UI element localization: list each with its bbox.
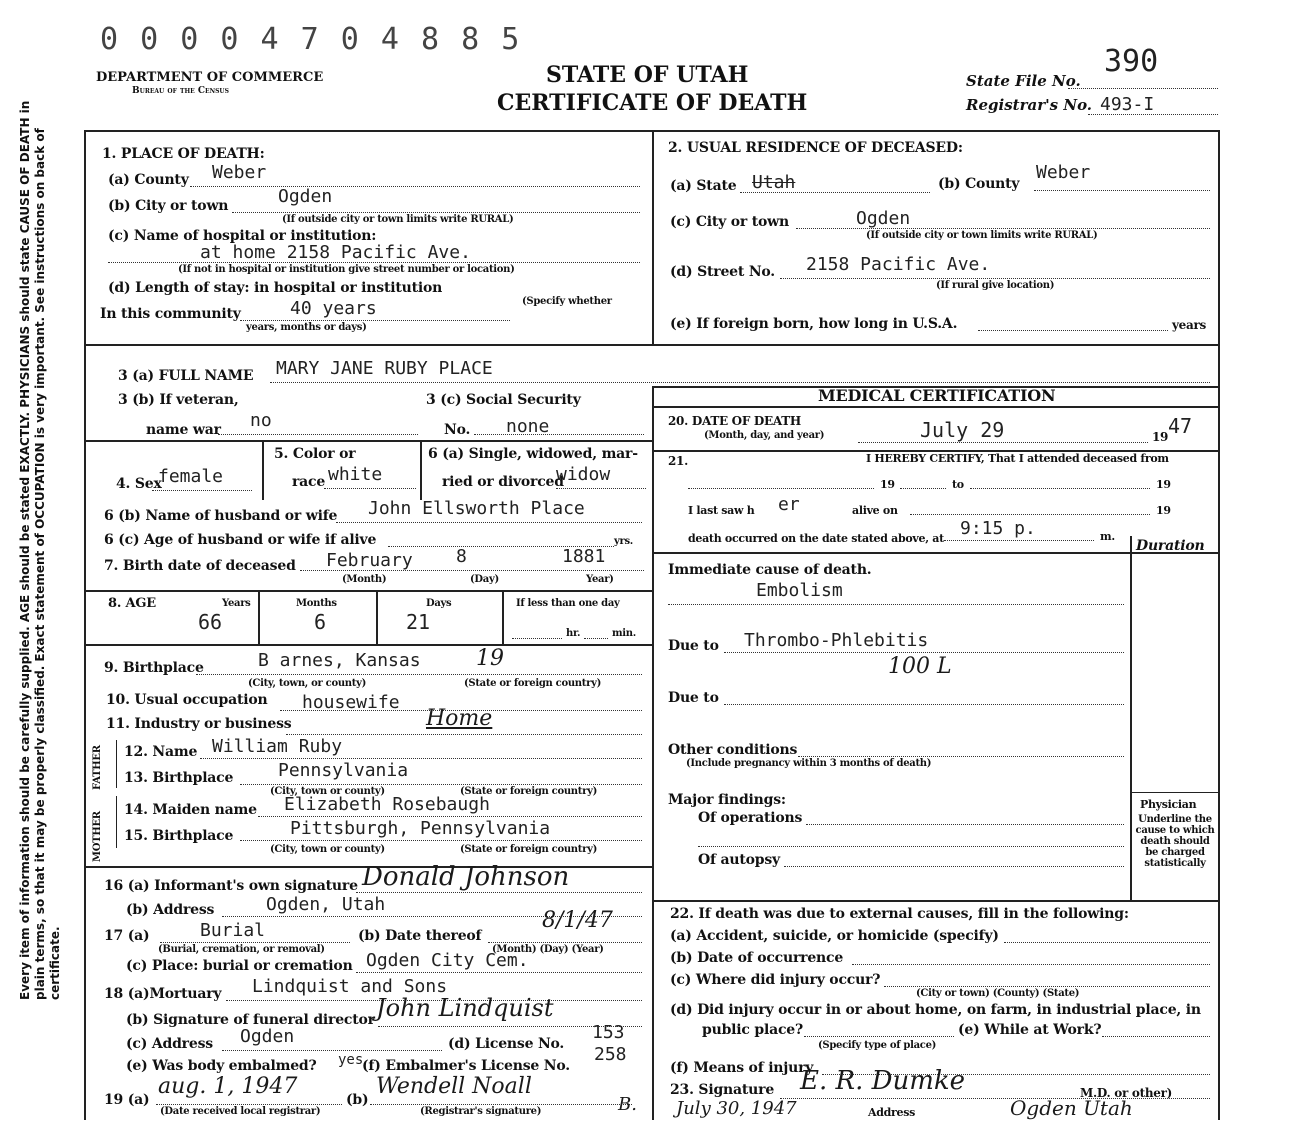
immediate-cause-label: Immediate cause of death. xyxy=(668,562,872,578)
death-city-label: (b) City or town xyxy=(108,198,229,214)
external-c-note: (City or town) (County) (State) xyxy=(916,988,1080,999)
place-of-death-heading: 1. PLACE OF DEATH: xyxy=(102,146,265,162)
side-instructions: Every item of information should be carefully supplied. AGE should be stated EXACTLY. PHYSICIANS should state CAUSE OF DEATH in plain terms, so that it may be properly classified. Exact statement of OCCUPATION is very important. See instructions on back of certificate. xyxy=(18,100,62,1000)
embalmer-license-label: (f) Embalmer's License No. xyxy=(362,1058,570,1074)
marital-label-2: ried or divorced xyxy=(442,474,564,490)
department-label: DEPARTMENT OF COMMERCE xyxy=(96,70,324,85)
war-value: no xyxy=(250,410,272,431)
color-value: white xyxy=(328,464,383,485)
hospital-note: (If not in hospital or institution give street number or location) xyxy=(178,264,515,275)
title-state: STATE OF UTAH xyxy=(546,62,749,88)
father-name-value: William Ruby xyxy=(212,736,343,757)
registrar-signature: Wendell Noall xyxy=(376,1074,532,1099)
spouse-name-label: 6 (b) Name of husband or wife xyxy=(104,508,338,524)
received-note: (Date received local registrar) xyxy=(160,1106,321,1117)
community-note: years, months or days) xyxy=(246,322,367,333)
bureau-label: Bureau of the Census xyxy=(132,86,229,96)
item-21: 21. xyxy=(668,454,688,468)
operations-label: Of operations xyxy=(698,810,803,826)
alive-on-label: alive on xyxy=(852,504,898,517)
residence-state-value: Utah xyxy=(752,172,796,193)
burial-place-label: (c) Place: burial or cremation xyxy=(126,958,353,974)
death-county-value: Weber xyxy=(212,162,267,183)
external-a-label: (a) Accident, suicide, or homicide (specify) xyxy=(670,928,999,944)
informant-address-value: Ogden, Utah xyxy=(266,894,386,915)
birthplace-note-2: (State or foreign country) xyxy=(464,678,602,689)
immediate-cause-value: Embolism xyxy=(756,580,843,601)
physician-signature: E. R. Dumke xyxy=(800,1066,966,1096)
registrar-no-value: 493-I xyxy=(1100,94,1155,115)
residence-city-note: (If outside city or town limits write RURAL) xyxy=(866,230,1098,241)
mother-birthplace-value: Pittsburgh, Pennsylvania xyxy=(290,818,551,839)
father-birthplace-note-1: (City, town or county) xyxy=(270,786,385,797)
color-label-1: 5. Color or xyxy=(274,446,356,462)
informant-signature-label: 16 (a) Informant's own signature xyxy=(104,878,358,894)
registrar-sig-label: (b) xyxy=(346,1092,369,1108)
to-label: to xyxy=(952,478,964,491)
serial-number: 0 0 0 0 4 7 0 4 8 8 5 xyxy=(100,22,522,57)
birth-date-label: 7. Birth date of deceased xyxy=(104,558,296,574)
residence-state-label: (a) State xyxy=(670,178,737,194)
days-value: 21 xyxy=(406,610,431,634)
days-label: Days xyxy=(426,598,452,609)
license-value: 153 xyxy=(592,1022,625,1043)
specify-note: (Specify whether xyxy=(522,296,612,307)
mortuary-address-label: (c) Address xyxy=(126,1036,213,1052)
signature-date: July 30, 1947 xyxy=(676,1098,797,1119)
residence-heading: 2. USUAL RESIDENCE OF DECEASED: xyxy=(668,140,963,156)
external-causes-heading: 22. If death was due to external causes, fill in the following: xyxy=(670,906,1129,922)
fullname-label: 3 (a) FULL NAME xyxy=(118,368,254,384)
years-label: Years xyxy=(222,598,251,609)
residence-street-note: (If rural give location) xyxy=(936,280,1055,291)
embalmed-value: yes xyxy=(338,1052,364,1068)
other-conditions-note: (Include pregnancy within 3 months of death) xyxy=(686,758,932,769)
physician-note: Physician xyxy=(1140,798,1197,811)
industry-value: Home xyxy=(426,706,493,731)
embalmed-label: (e) Was body embalmed? xyxy=(126,1058,317,1074)
due-to-1-annotation: 100 L xyxy=(888,654,952,679)
registrar-initial: B. xyxy=(618,1094,637,1115)
birthplace-annotation: 19 xyxy=(476,646,504,671)
informant-address-label: (b) Address xyxy=(126,902,215,918)
physician-address: Ogden Utah xyxy=(1010,1096,1133,1120)
birthplace-note-1: (City, town, or county) xyxy=(248,678,367,689)
father-birthplace-note-2: (State or foreign country) xyxy=(460,786,598,797)
funeral-director-signature: John Lindquist xyxy=(376,994,554,1022)
veteran-label: 3 (b) If veteran, xyxy=(118,392,239,408)
due-to-2-label: Due to xyxy=(668,690,719,706)
signature-label: 23. Signature xyxy=(670,1082,775,1098)
state-file-value: 390 xyxy=(1104,44,1159,79)
death-city-note: (If outside city or town limits write RURAL) xyxy=(282,214,514,225)
death-city-value: Ogden xyxy=(278,186,333,207)
registrar-no-label: Registrar's No. xyxy=(966,96,1093,114)
year-19-c: 19 xyxy=(1156,504,1171,517)
hospital-value: at home 2158 Pacific Ave. xyxy=(200,242,471,263)
hr-label: hr. xyxy=(566,628,581,639)
dod-note: (Month, day, and year) xyxy=(704,430,825,441)
sex-value: female xyxy=(158,466,224,487)
license-label: (d) License No. xyxy=(448,1036,565,1052)
birthplace-label: 9. Birthplace xyxy=(104,660,204,676)
day-note: (Day) xyxy=(470,574,499,585)
mother-name-label: 14. Maiden name xyxy=(124,802,257,818)
ssn-label: 3 (c) Social Security xyxy=(426,392,581,408)
birth-day: 8 xyxy=(456,546,467,567)
burial-note: (Burial, cremation, or removal) xyxy=(158,944,325,955)
m-label: m. xyxy=(1100,530,1115,543)
mortuary-label: 18 (a)Mortuary xyxy=(104,986,222,1002)
mother-birthplace-note-1: (City, town or county) xyxy=(270,844,385,855)
foreign-years-suffix: years xyxy=(1172,318,1206,332)
years-value: 66 xyxy=(198,610,223,634)
occupation-label: 10. Usual occupation xyxy=(106,692,268,708)
marital-value: widow xyxy=(556,464,611,485)
year-19-b: 19 xyxy=(1156,478,1171,491)
father-birthplace-label: 13. Birthplace xyxy=(124,770,234,786)
mother-name-value: Elizabeth Rosebaugh xyxy=(284,794,490,815)
external-d-note: (Specify type of place) xyxy=(818,1040,937,1051)
spouse-age-label: 6 (c) Age of husband or wife if alive xyxy=(104,532,377,548)
external-b-label: (b) Date of occurrence xyxy=(670,950,844,966)
medical-heading: MEDICAL CERTIFICATION xyxy=(818,386,1056,405)
residence-street-label: (d) Street No. xyxy=(670,264,775,280)
spouse-age-suffix: yrs. xyxy=(614,536,633,547)
burial-date-value: 8/1/47 xyxy=(542,908,613,933)
funeral-director-label: (b) Signature of funeral director xyxy=(126,1012,375,1028)
residence-county-value: Weber xyxy=(1036,162,1091,183)
father-birthplace-value: Pennsylvania xyxy=(278,760,409,781)
dod-year-prefix: 19 xyxy=(1152,430,1169,444)
marital-label-1: 6 (a) Single, widowed, mar- xyxy=(428,446,638,462)
community-value: 40 years xyxy=(290,298,377,319)
community-label: In this community xyxy=(100,306,241,322)
year-19-a: 19 xyxy=(880,478,895,491)
min-label: min. xyxy=(612,628,636,639)
duration-label: Duration xyxy=(1136,538,1205,554)
industry-label: 11. Industry or business xyxy=(106,716,292,732)
external-f-label: (f) Means of injury xyxy=(670,1060,814,1076)
mother-side-label: MOTHER xyxy=(92,811,103,862)
due-to-1-value: Thrombo-Phlebitis xyxy=(744,630,929,651)
year-note: Year) xyxy=(586,574,614,585)
burial-label: 17 (a) xyxy=(104,928,150,944)
mortuary-address-value: Ogden xyxy=(240,1026,295,1047)
mother-birthplace-note-2: (State or foreign country) xyxy=(460,844,598,855)
months-value: 6 xyxy=(314,610,327,634)
external-d-label-2: public place? xyxy=(702,1022,804,1038)
father-name-label: 12. Name xyxy=(124,744,198,760)
birth-year: 1881 xyxy=(562,546,606,567)
last-saw-value: er xyxy=(778,494,800,515)
informant-signature: Donald Johnson xyxy=(362,862,570,892)
death-occurred-label: death occurred on the date stated above, at xyxy=(688,532,944,545)
month-note: (Month) xyxy=(342,574,387,585)
burial-place-value: Ogden City Cem. xyxy=(366,950,529,971)
occupation-value: housewife xyxy=(302,692,400,713)
ssn-value: none xyxy=(506,416,550,437)
dod-year: 47 xyxy=(1168,414,1193,438)
address-label: Address xyxy=(868,1106,915,1119)
dod-label: 20. DATE OF DEATH xyxy=(668,414,801,428)
received-label: 19 (a) xyxy=(104,1092,150,1108)
months-label: Months xyxy=(296,598,337,609)
foreign-born-label: (e) If foreign born, how long in U.S.A. xyxy=(670,316,958,332)
father-side-label: FATHER xyxy=(92,745,103,790)
sex-label: 4. Sex xyxy=(116,476,162,492)
length-of-stay-label: (d) Length of stay: in hospital or institution xyxy=(108,280,443,296)
less-than-day-label: If less than one day xyxy=(516,598,620,609)
age-label: 8. AGE xyxy=(108,596,156,611)
burial-date-label: (b) Date thereof xyxy=(358,928,482,944)
external-e-label: (e) While at Work? xyxy=(958,1022,1102,1038)
residence-city-label: (c) City or town xyxy=(670,214,790,230)
signature-suffix: M.D. or other) xyxy=(1080,1086,1173,1100)
residence-city-value: Ogden xyxy=(856,208,911,229)
due-to-1-label: Due to xyxy=(668,638,719,654)
birth-month: February xyxy=(326,550,413,571)
major-findings-label: Major findings: xyxy=(668,792,786,808)
war-label: name war xyxy=(146,422,221,438)
mother-birthplace-label: 15. Birthplace xyxy=(124,828,234,844)
autopsy-label: Of autopsy xyxy=(698,852,780,868)
state-file-label: State File No. xyxy=(966,72,1081,90)
last-saw-label: I last saw h xyxy=(688,504,755,517)
death-occurred-value: 9:15 p. xyxy=(960,518,1036,539)
birthplace-value: B arnes, Kansas xyxy=(258,650,421,671)
title-certificate: CERTIFICATE OF DEATH xyxy=(497,90,808,116)
other-conditions-label: Other conditions xyxy=(668,742,798,758)
dod-value: July 29 xyxy=(920,418,1005,442)
received-date: aug. 1, 1947 xyxy=(158,1074,298,1099)
color-label-2: race xyxy=(292,474,326,490)
burial-value: Burial xyxy=(200,920,266,941)
spouse-name-value: John Ellsworth Place xyxy=(368,498,585,519)
death-county-label: (a) County xyxy=(108,172,189,188)
mortuary-value: Lindquist and Sons xyxy=(252,976,448,997)
fullname-value: MARY JANE RUBY PLACE xyxy=(276,358,493,379)
external-c-label: (c) Where did injury occur? xyxy=(670,972,881,988)
registrar-sig-note: (Registrar's signature) xyxy=(420,1106,542,1117)
ssn-no-label: No. xyxy=(444,422,471,438)
underline-note: Underline the cause to which death should be charged statistically xyxy=(1135,814,1215,869)
residence-street-value: 2158 Pacific Ave. xyxy=(806,254,991,275)
residence-county-label: (b) County xyxy=(938,176,1020,192)
burial-date-note: (Month) (Day) (Year) xyxy=(492,944,604,955)
embalmer-license-value: 258 xyxy=(594,1044,627,1065)
hospital-label: (c) Name of hospital or institution: xyxy=(108,228,377,244)
external-d-label-1: (d) Did injury occur in or about home, on farm, in industrial place, in xyxy=(670,1002,1201,1018)
certify-text: I HEREBY CERTIFY, That I attended deceased from xyxy=(866,452,1169,465)
